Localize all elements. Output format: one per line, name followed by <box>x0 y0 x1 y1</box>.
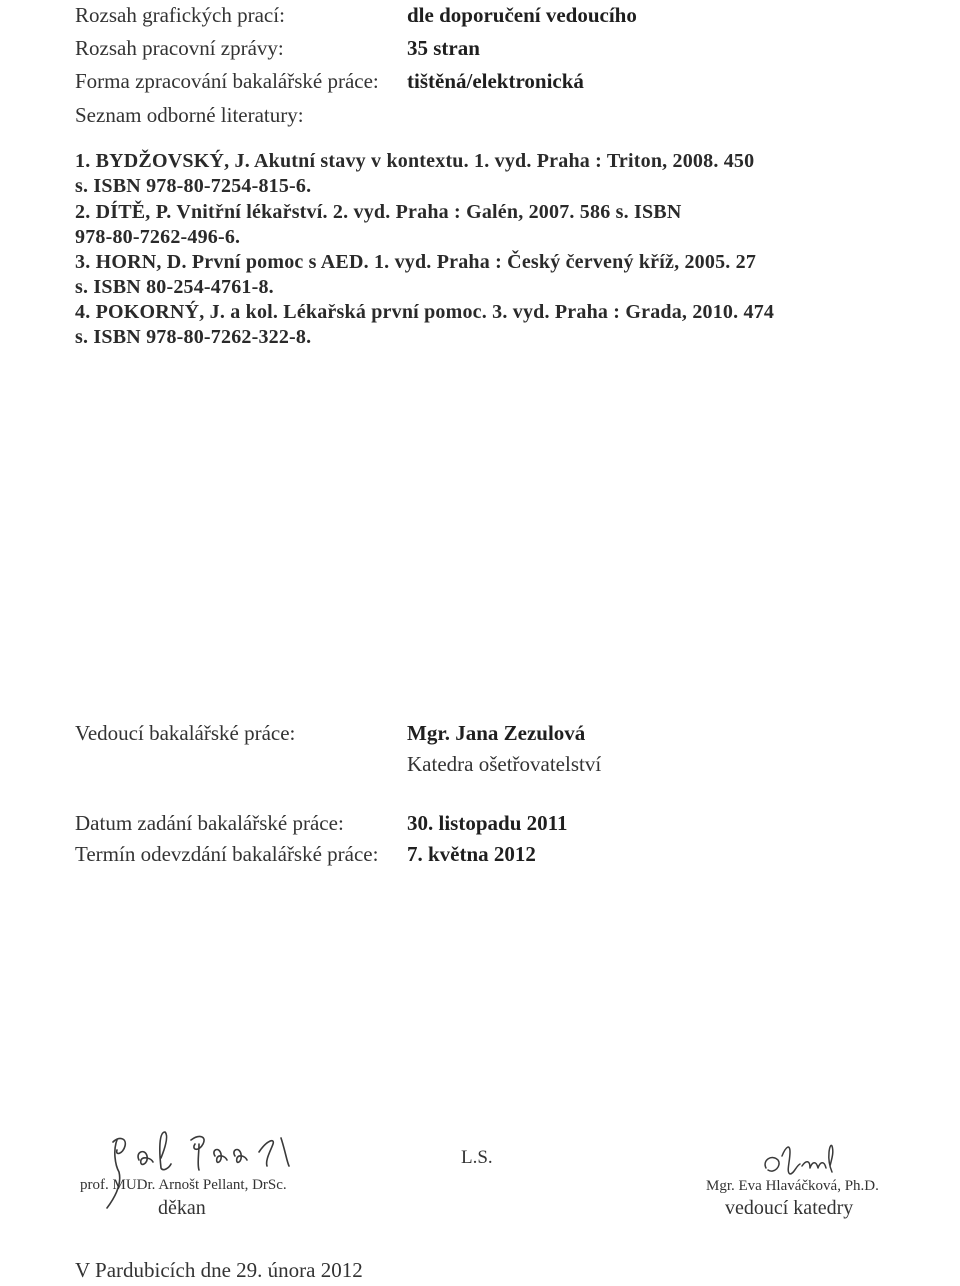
graphics-scope-label: Rozsah grafických prací: <box>75 3 285 27</box>
dean-role: děkan <box>158 1197 206 1219</box>
assignment-date-label: Datum zadání bakalářské práce: <box>75 811 344 835</box>
thesis-form-value: tištěná/elektronická <box>407 69 584 93</box>
assignment-date-value: 30. listopadu 2011 <box>407 811 568 835</box>
thesis-form-label: Forma zpracování bakalářské práce: <box>75 69 379 93</box>
bibliography-line: 3. HORN, D. První pomoc s AED. 1. vyd. Praha : Český červený kříž, 2005. 27 <box>75 251 757 273</box>
bibliography-line: 1. BYDŽOVSKÝ, J. Akutní stavy v kontextu. 1. vyd. Praha : Triton, 2008. 450 <box>75 150 755 172</box>
report-scope-value: 35 stran <box>407 36 480 60</box>
supervisor-label: Vedoucí bakalářské práce: <box>75 721 296 745</box>
bibliography-line: 978-80-7262-496-6. <box>75 226 241 248</box>
department-head-name: Mgr. Eva Hlaváčková, Ph.D. <box>706 1178 879 1194</box>
supervisor-department: Katedra ošetřovatelství <box>407 752 602 776</box>
seal-mark: L.S. <box>461 1147 493 1168</box>
report-scope-label: Rozsah pracovní zprávy: <box>75 36 284 60</box>
supervisor-name: Mgr. Jana Zezulová <box>407 721 586 745</box>
department-head-role: vedoucí katedry <box>725 1197 854 1219</box>
bibliography-line: s. ISBN 978-80-7254-815-6. <box>75 175 312 197</box>
deadline-label: Termín odevzdání bakalářské práce: <box>75 842 379 866</box>
bibliography-line: s. ISBN 978-80-7262-322-8. <box>75 326 312 348</box>
deadline-value: 7. května 2012 <box>407 842 536 866</box>
graphics-scope-value: dle doporučení vedoucího <box>407 3 637 27</box>
dean-name: prof. MUDr. Arnošt Pellant, DrSc. <box>80 1177 287 1193</box>
bibliography-line: 2. DÍTĚ, P. Vnitřní lékařství. 2. vyd. Praha : Galén, 2007. 586 s. ISBN <box>75 201 682 223</box>
dean-handwritten-signature <box>95 1110 325 1220</box>
literature-list-label: Seznam odborné literatury: <box>75 103 304 127</box>
bibliography-line: 4. POKORNÝ, J. a kol. Lékařská první pomoc. 3. vyd. Praha : Grada, 2010. 474 <box>75 301 775 323</box>
place-and-date: V Pardubicích dne 29. února 2012 <box>75 1258 363 1282</box>
bibliography-line: s. ISBN 80-254-4761-8. <box>75 276 274 298</box>
